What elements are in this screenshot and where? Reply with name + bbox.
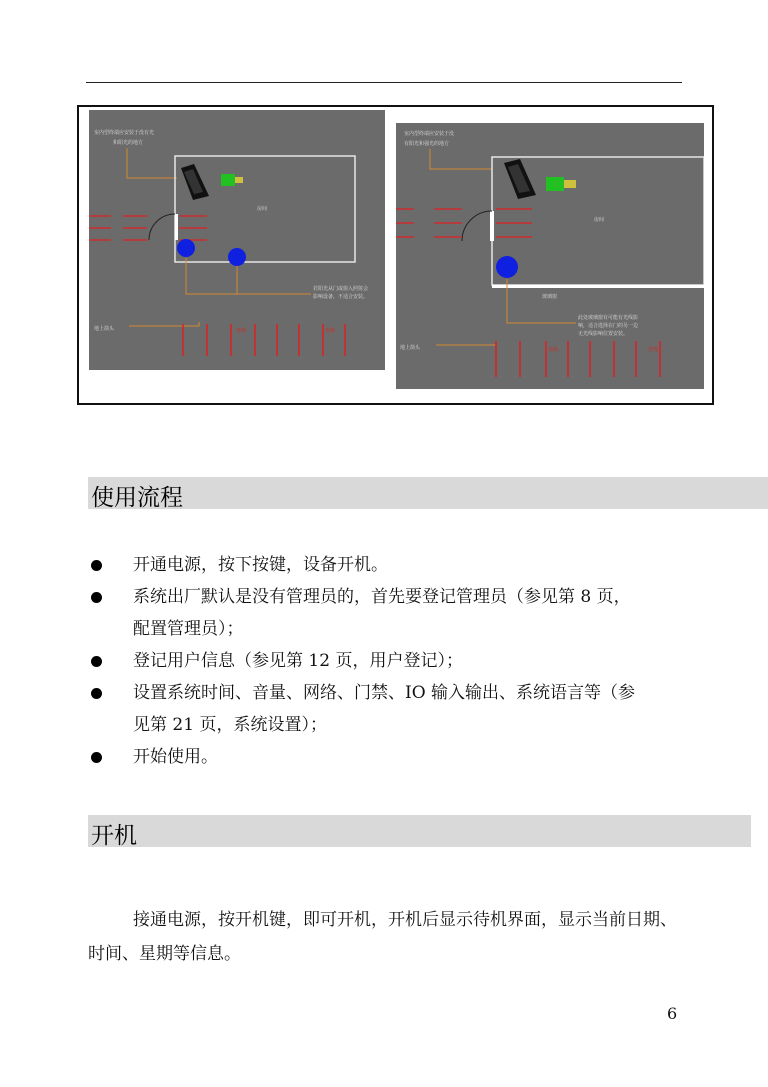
ground-label: 地上箭头 (400, 345, 421, 351)
note-bottom-3: 无光线影响位置安装。 (578, 331, 629, 337)
light-label: 光线 (325, 328, 336, 334)
door (175, 214, 178, 240)
bullet-icon (91, 560, 102, 571)
section-title: 开机 (91, 823, 137, 849)
position-marker (228, 248, 246, 266)
page-number: 6 (667, 1004, 678, 1023)
floor-light-lines (183, 324, 345, 356)
note-top: 室内型终端应安装于没有光 (94, 130, 155, 136)
header-rule (86, 82, 682, 83)
bullet-icon (91, 656, 102, 667)
list-item (88, 549, 688, 581)
list-item-text-cont: 配置管理员）； (133, 619, 244, 639)
installation-diagram-right (396, 123, 704, 389)
green-light-icon (221, 174, 235, 186)
note-bottom-2: 响，适合选择在门的另一边 (578, 323, 639, 329)
section-title: 使用流程 (91, 485, 183, 511)
incoming-light-arrows (89, 216, 207, 240)
green-light-icon (546, 177, 564, 191)
bullet-icon (91, 688, 102, 699)
list-item (88, 645, 688, 677)
light-label: 光线 (548, 347, 559, 353)
position-marker (496, 256, 518, 278)
note-top-2: 有阳光和强光的地方 (404, 141, 450, 147)
usage-steps-list (88, 549, 688, 773)
list-item-text: 系统出厂默认是没有管理员的，首先要登记管理员（参见第 8 页， (133, 587, 631, 607)
note-top: 室内型终端应安装于没 (404, 131, 455, 137)
door (490, 211, 494, 241)
light-label: 光线 (236, 328, 247, 334)
bullet-icon (91, 752, 102, 763)
note-bottom: 此处玻璃窗有可能有光线影 (578, 315, 639, 321)
floor-light-lines (496, 341, 660, 377)
room-label: 房间 (594, 217, 605, 223)
list-item-text: 开始使用。 (133, 747, 218, 767)
note-bottom: 若阳光从门或窗入照射会 (313, 286, 369, 292)
section-heading-usage (88, 477, 768, 509)
installation-diagram-left (89, 110, 385, 370)
list-item-text-cont: 见第 21 页，系统设置）； (133, 715, 327, 735)
window-label: 玻璃窗 (542, 294, 558, 300)
note-bottom-2: 影响设备，不适合安装。 (313, 294, 369, 300)
light-label: 光线 (648, 347, 659, 353)
ground-label: 地上箭头 (94, 326, 115, 332)
list-item (88, 581, 688, 645)
list-item (88, 741, 688, 773)
incoming-light-arrows (396, 209, 532, 237)
bullet-icon (91, 592, 102, 603)
list-item (88, 677, 688, 741)
note-top-2: 和阳光的地方 (113, 140, 144, 146)
list-item-text: 登记用户信息（参见第 12 页，用户登记）； (133, 651, 463, 671)
section-heading-boot (88, 815, 751, 847)
list-item-text: 设置系统时间、音量、网络、门禁、IO 输入输出、系统语言等（参 (133, 683, 636, 703)
boot-paragraph: 接通电源，按开机键，即可开机，开机后显示待机界面，显示当前日期、时间、星期等信息。 (88, 910, 677, 964)
position-marker (177, 239, 195, 257)
room-label: 房间 (257, 206, 268, 212)
glass-window (492, 285, 704, 288)
list-item-text: 开通电源，按下按键，设备开机。 (133, 555, 388, 575)
installation-figure (77, 105, 714, 405)
